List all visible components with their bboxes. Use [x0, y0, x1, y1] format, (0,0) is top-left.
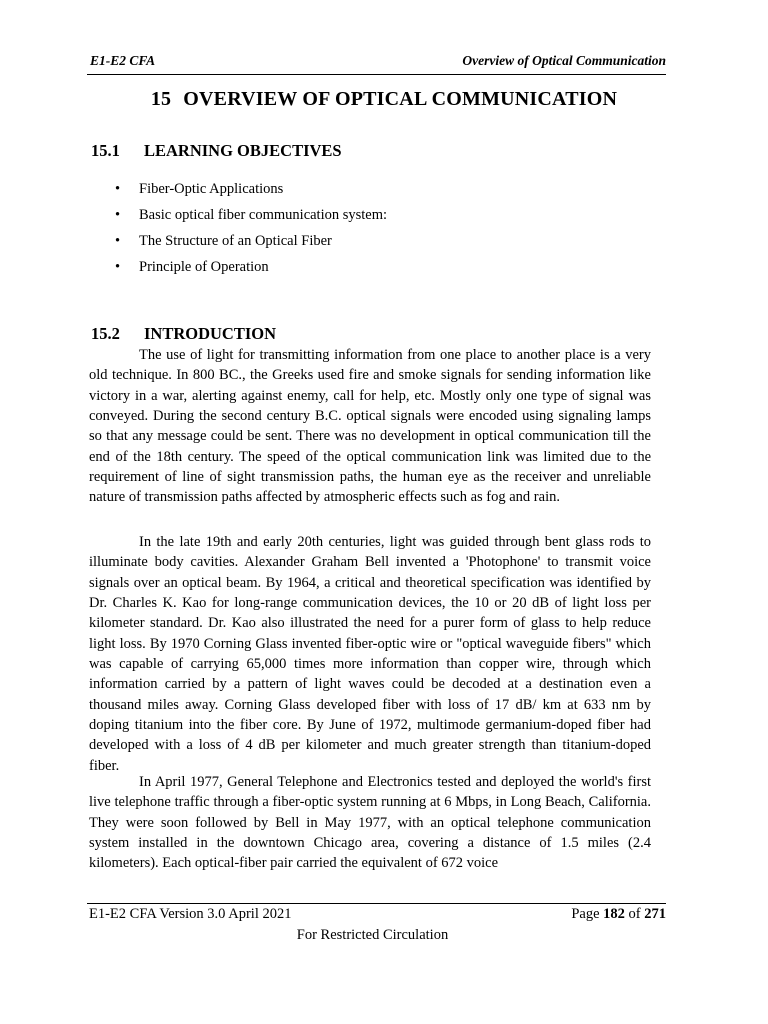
bullet-icon: •: [115, 233, 121, 249]
list-item-text: Principle of Operation: [139, 259, 269, 275]
list-item-text: The Structure of an Optical Fiber: [139, 233, 332, 249]
paragraph-text: In April 1977, General Telephone and Electronics tested and deployed the world's first live telephone traffic through a fiber-optic system running at 6 Mbps, in Long Beach, California. They were soon followed by Bell in May 1977, with an optical telephone communication system installed in the downtown Chicago area, covering a distance of 1.5 miles (2.4 kilometers). Each optical-fiber pair carried the equivalent of 672 voice: [89, 774, 651, 872]
paragraph-text: The use of light for transmitting information from one place to another place is a very old technique. In 800 BC., the Greeks used fire and smoke signals for sending information like victory in a war, alerting against enemy, call for help, etc. Mostly only one type of signal was conveyed. During the second century B.C. optical signals were encoded using signaling lamps so that any message could be sent. There was no development in optical communication till the end of the 18th century. The speed of the optical communication link was limited due to the requirement of line of sight transmission paths, the human eye as the receiver and unreliable nature of transmission paths affected by atmospheric effects such as fog and rain.: [89, 347, 651, 506]
chapter-title-text: OVERVIEW OF OPTICAL COMMUNICATION: [183, 88, 618, 110]
list-item-text: Fiber-Optic Applications: [139, 181, 284, 197]
bullet-icon: •: [115, 259, 121, 275]
body-paragraph: [89, 345, 651, 508]
page-number: [571, 906, 666, 923]
bullet-icon: •: [115, 207, 121, 223]
body-paragraph: [89, 532, 651, 776]
paragraph-text: In the late 19th and early 20th centuries, light was guided through bent glass rods to illuminate body cavities. Alexander Graham Bell invented a 'Photophone' to transmit voice signals over an optical beam. By 1964, a critical and theoretical specification was identified by Dr. Charles K. Kao for long-range communication devices, the 10 or 20 dB of light loss per kilometer standard. Dr. Kao also illustrated the need for a purer form of glass to help reduce light loss. By 1970 Corning Glass invented fiber-optic wire or "optical waveguide fibers" which was capable of carrying 65,000 times more information than copper wire, through which information carried by a pattern of light waves could be decoded at a destination even a thousand miles away. Corning Glass developed fiber with loss of 17 dB/ km at 633 nm by doping titanium into the fiber core. By June of 1972, multimode germanium-doped fiber had developed with a loss of 4 dB per kilometer and much greater strength than titanium-doped fiber.: [89, 534, 651, 774]
list-item-text: Basic optical fiber communication system:: [139, 207, 388, 223]
footer-rule: [87, 903, 666, 904]
page-word: Page: [571, 906, 600, 922]
section-heading-introduction: [91, 324, 276, 344]
chapter-number: 15: [150, 88, 172, 110]
section-number: 15.1: [91, 141, 120, 160]
bullet-icon: •: [115, 181, 121, 197]
running-header: [90, 53, 666, 71]
header-left: E1-E2 CFA: [90, 53, 156, 68]
body-paragraph: [89, 772, 651, 874]
chapter-title: [0, 88, 768, 111]
section-number: 15.2: [91, 324, 120, 343]
page-of: of: [628, 906, 641, 922]
header-rule: [87, 74, 666, 75]
section-title: LEARNING OBJECTIVES: [144, 141, 342, 160]
section-heading-learning-objectives: [91, 141, 342, 161]
section-title: INTRODUCTION: [144, 324, 277, 343]
footer-circulation: For Restricted Circulation: [296, 927, 449, 943]
page-total: 271: [644, 906, 666, 922]
footer-version: E1-E2 CFA Version 3.0 April 2021: [89, 906, 292, 922]
page-current: 182: [603, 906, 625, 922]
header-right: Overview of Optical Communication: [462, 53, 666, 68]
